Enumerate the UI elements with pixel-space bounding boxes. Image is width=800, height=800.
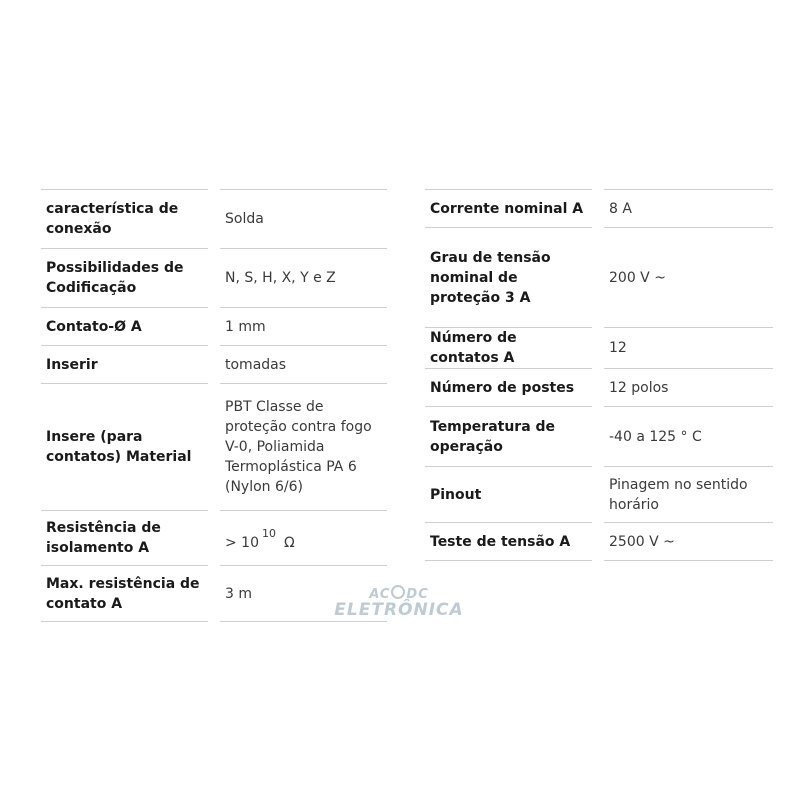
row-label: Temperatura de operação: [425, 407, 592, 467]
row-value: 2500 V ~: [604, 523, 773, 561]
row-value: 3 m: [220, 566, 387, 622]
table-row: [41, 346, 387, 384]
table-row: [425, 467, 773, 523]
row-label: Número de postes: [425, 369, 592, 407]
watermark-ac: AC: [369, 587, 391, 602]
row-label: Grau de tensão nominal de proteção 3 A: [425, 228, 592, 328]
insulation-resistance-value: [220, 511, 387, 566]
table-row: [41, 308, 387, 346]
table-row: [425, 407, 773, 467]
row-value: -40 a 125 ° C: [604, 407, 773, 467]
row-value: 8 A: [604, 190, 773, 228]
table-row: [425, 190, 773, 228]
watermark-logo: [329, 585, 469, 619]
table-row: [41, 190, 387, 249]
watermark-text: ELETRÔNICA: [334, 600, 464, 620]
row-label: Contato-Ø A: [41, 308, 208, 346]
spec-table-left: [41, 189, 387, 622]
value-unit: Ω: [284, 534, 295, 551]
table-row: [425, 328, 773, 369]
row-label: característica de conexão: [41, 190, 208, 249]
row-label: Pinout: [425, 467, 592, 523]
row-label: Teste de tensão A: [425, 523, 592, 561]
row-value: 1 mm: [220, 308, 387, 346]
plug-icon: [391, 585, 405, 599]
row-value: tomadas: [220, 346, 387, 384]
row-label: Corrente nominal A: [425, 190, 592, 228]
row-label: Possibilidades de Codificação: [41, 249, 208, 308]
row-value: Pinagem no sentido horário: [604, 467, 773, 523]
value-exponent: 10: [262, 526, 276, 540]
table-row: [41, 511, 387, 566]
row-label: Inserir: [41, 346, 208, 384]
table-row: [425, 228, 773, 328]
table-row: [41, 384, 387, 511]
row-value: PBT Classe de proteção contra fogo V-0, Poliamida Termoplástica PA 6 (Nylon 6/6): [220, 384, 387, 511]
row-value: Solda: [220, 190, 387, 249]
table-row: [425, 369, 773, 407]
row-label: Insere (para contatos) Material: [41, 384, 208, 511]
row-value: 12 polos: [604, 369, 773, 407]
row-value: 12: [604, 328, 773, 369]
table-row: [425, 523, 773, 561]
watermark-dc: DC: [406, 587, 429, 602]
row-label: Número de contatos A: [425, 328, 592, 369]
row-value: 200 V ~: [604, 228, 773, 328]
table-row: [41, 249, 387, 308]
value-base: > 10: [225, 534, 259, 551]
row-label: Resistência de isolamento A: [41, 511, 208, 566]
spec-table-right: [425, 189, 773, 561]
row-value: N, S, H, X, Y e Z: [220, 249, 387, 308]
row-label: Max. resistência de contato A: [41, 566, 208, 622]
